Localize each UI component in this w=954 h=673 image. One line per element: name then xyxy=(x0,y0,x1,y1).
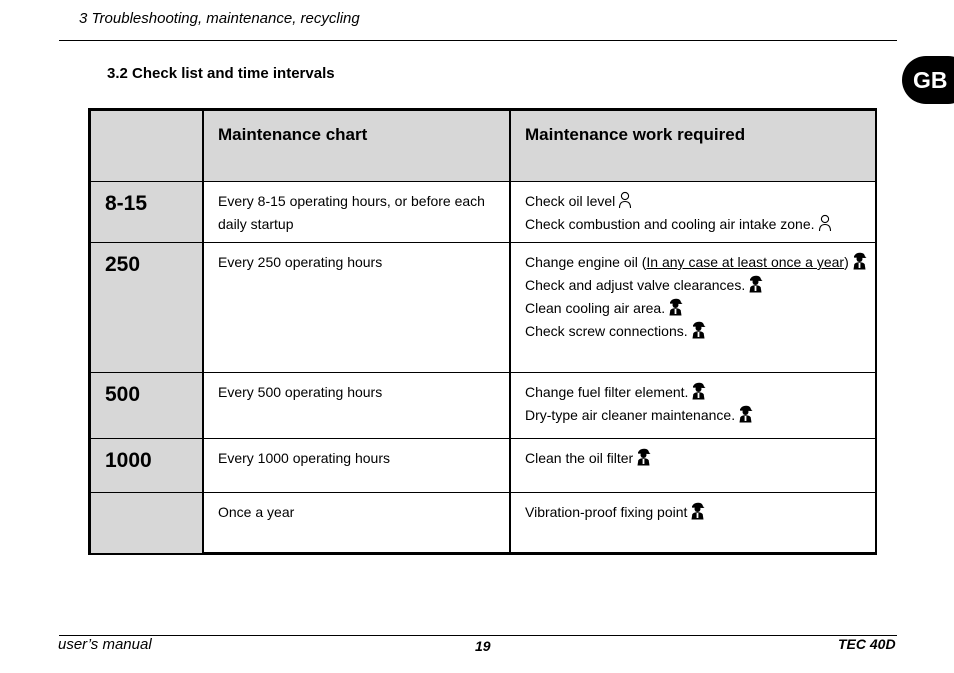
technician-icon xyxy=(691,321,706,346)
interval-label: 8-15 xyxy=(105,192,148,215)
header-cell-work xyxy=(511,111,875,181)
work-item-text: Check oil level xyxy=(525,193,616,209)
header-label-chart: Maintenance chart xyxy=(218,125,368,144)
work-item-text: Check combustion and cooling air intake zone. xyxy=(525,216,815,232)
technician-icon xyxy=(636,448,651,473)
work-item-note: In any case at least once a year xyxy=(646,254,845,270)
schedule-description: Every 250 operating hours xyxy=(218,254,383,270)
work-item xyxy=(525,274,867,297)
work-list xyxy=(525,501,705,524)
work-item xyxy=(525,251,867,274)
work-item-text: Change engine oil ( xyxy=(525,254,647,270)
footer-manual-label: user’s manual xyxy=(58,636,152,653)
section-title: 3.2 Check list and time intervals xyxy=(107,65,335,82)
table-header-row xyxy=(91,111,875,181)
work-cell xyxy=(511,373,875,438)
work-item xyxy=(525,213,832,236)
schedule-description: Every 1000 operating hours xyxy=(218,450,390,466)
work-list xyxy=(525,381,753,427)
work-list xyxy=(525,251,867,343)
schedule-cell xyxy=(204,182,511,242)
work-item-text: Check screw connections. xyxy=(525,323,688,339)
work-list xyxy=(525,190,832,236)
header-cell-chart xyxy=(204,111,511,181)
work-item xyxy=(525,320,867,343)
table-row xyxy=(91,438,875,492)
page-number: 19 xyxy=(475,638,491,654)
interval-label: 1000 xyxy=(105,449,152,472)
schedule-cell xyxy=(204,373,511,438)
interval-cell xyxy=(91,243,204,372)
technician-icon xyxy=(852,252,867,277)
work-item-text: Vibration-proof fixing point xyxy=(525,504,688,520)
work-item-text: Clean the oil filter xyxy=(525,450,634,466)
work-item xyxy=(525,190,832,213)
operator-icon xyxy=(818,214,832,239)
work-cell xyxy=(511,493,875,553)
work-item-text: Clean cooling air area. xyxy=(525,300,666,316)
table-row xyxy=(91,492,875,553)
running-header: 3 Troubleshooting, maintenance, recycling xyxy=(79,10,360,27)
language-tab: GB xyxy=(902,56,954,104)
work-cell xyxy=(511,182,875,242)
schedule-description: Every 8-15 operating hours, or before each daily startup xyxy=(218,193,485,232)
maintenance-table xyxy=(88,108,877,555)
schedule-cell xyxy=(204,493,511,553)
interval-label: 500 xyxy=(105,383,141,406)
footer-model: TEC 40D xyxy=(838,636,896,652)
interval-cell xyxy=(91,182,204,242)
work-cell xyxy=(511,243,875,372)
table-row xyxy=(91,181,875,242)
work-item-text: Dry-type air cleaner maintenance. xyxy=(525,407,736,423)
schedule-description: Once a year xyxy=(218,504,295,520)
work-item xyxy=(525,381,753,404)
work-item xyxy=(525,501,705,524)
work-cell xyxy=(511,439,875,492)
work-list xyxy=(525,447,651,470)
table-row xyxy=(91,242,875,372)
work-item-text: Check and adjust valve clearances. xyxy=(525,277,746,293)
schedule-cell xyxy=(204,243,511,372)
technician-icon xyxy=(690,502,705,527)
header-cell-interval xyxy=(91,111,204,181)
footer-rule xyxy=(59,635,897,636)
header-label-work: Maintenance work required xyxy=(525,125,746,144)
schedule-description: Every 500 operating hours xyxy=(218,384,383,400)
table-row xyxy=(91,372,875,438)
work-item-text: Change fuel filter element. xyxy=(525,384,689,400)
interval-cell xyxy=(91,373,204,438)
interval-cell xyxy=(91,439,204,492)
technician-icon xyxy=(748,275,763,300)
work-item xyxy=(525,447,651,470)
work-item xyxy=(525,404,753,427)
work-item-suffix: ) xyxy=(844,254,849,270)
header-rule xyxy=(59,40,897,41)
interval-label: 250 xyxy=(105,253,141,276)
work-item xyxy=(525,297,867,320)
interval-cell xyxy=(91,493,204,553)
technician-icon xyxy=(738,405,753,430)
schedule-cell xyxy=(204,439,511,492)
